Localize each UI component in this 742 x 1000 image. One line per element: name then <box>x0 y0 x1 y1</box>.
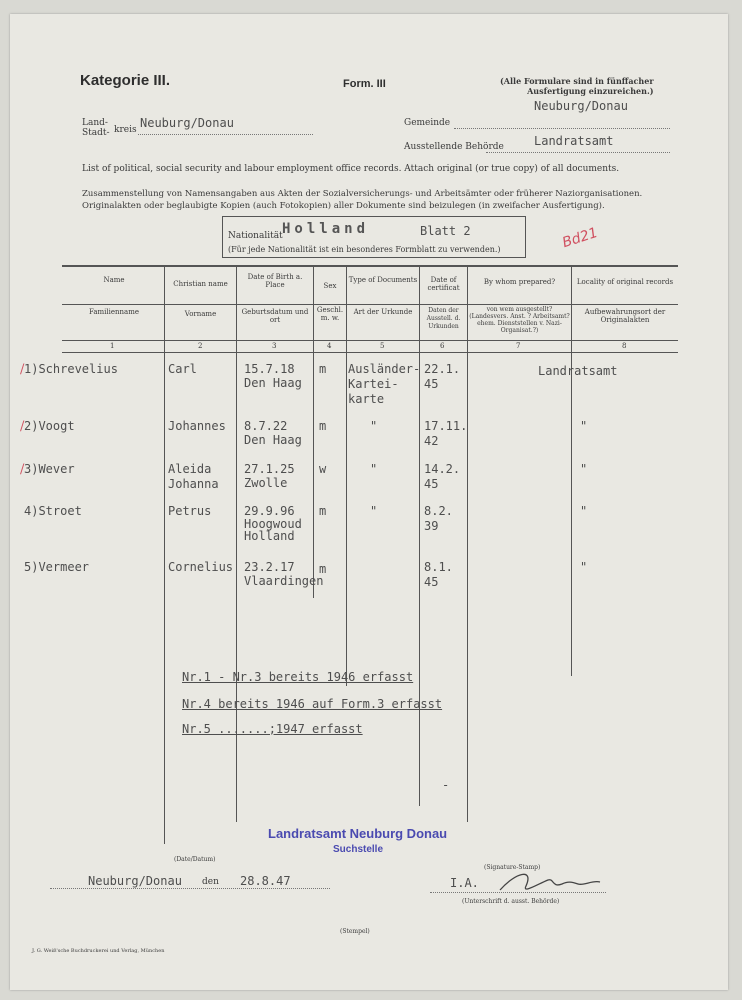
table-row-1-certdate: 22.1. 45 <box>424 362 461 391</box>
col-header-by-whom-de: von wem ausgestellt? (Landesvers. Anst. ? Arbeitsamt? ehem. Dienststellen v. Nazi-Organisat.?) <box>469 306 570 334</box>
table-row-4-birthplace: Hoogwoud Holland <box>244 517 302 543</box>
table-row-3-locality: " <box>580 462 588 476</box>
ia-label: I.A. <box>450 876 479 890</box>
col-header-christian-en: Christian name <box>173 280 228 288</box>
table-row-1-familyname: 1)Schrevelius <box>24 362 118 376</box>
behoerde-label: Ausstellende Behörde <box>404 142 504 152</box>
table-row-1-document: Ausländer- Kartei- karte <box>348 362 421 406</box>
table-row-4-document: " <box>370 504 378 518</box>
col-divider-4 <box>346 266 347 686</box>
note-2: Nr.4 bereits 1946 auf Form.3 erfasst <box>182 697 443 711</box>
col-header-locality-en: Locality of original records <box>576 278 674 286</box>
col-header-birth-en: Date of Birth a. Place <box>247 273 303 289</box>
table-sub-rule <box>62 340 678 341</box>
col-divider-5 <box>419 266 420 806</box>
nationality-note: (Für jede Nationalität ist ein besonderes Formblatt zu verwenden.) <box>228 245 501 254</box>
table-top-rule <box>62 265 678 267</box>
form-number: Form. III <box>343 78 386 90</box>
behoerde-line <box>486 152 670 153</box>
sheet-number: Blatt 2 <box>420 224 471 238</box>
table-row-3-firstname: Aleida Johanna <box>168 462 219 491</box>
landkreis-value: Neuburg/Donau <box>140 116 234 130</box>
note-1: Nr.1 - Nr.3 bereits 1946 erfasst <box>182 670 414 684</box>
table-row-2-document: " <box>370 419 378 433</box>
table-row-3-birthdate: 27.1.25 <box>244 462 295 476</box>
gemeinde-label: Gemeinde <box>404 118 451 128</box>
description-de: Zusammenstellung von Namensangaben aus Akten der Sozialversicherungs- und Arbeitsämter oder früherer Naziorganisationen. Originalakten oder beglaubigte Kopien (auch Fotokopien) aller Dokumente sind beizulegen (in zweifacher Ausfertigung). <box>82 189 643 211</box>
table-row-2-sex: m <box>319 419 327 433</box>
col-number-1: 1 <box>110 342 115 350</box>
col-divider-6 <box>467 266 468 822</box>
col-header-christian-de: Vorname <box>184 310 217 318</box>
table-row-1-sex: m <box>319 362 327 376</box>
table-row-1-birthplace: Den Haag <box>244 376 302 390</box>
col-number-6: 6 <box>440 342 445 350</box>
col-header-by-whom-en: By whom prepared? <box>483 278 556 286</box>
printer-imprint: J. G. Weiß'sche Buchdruckerei und Verlag, München <box>32 948 165 954</box>
kreis-label: kreis <box>114 125 137 135</box>
gemeinde-line <box>454 128 670 129</box>
table-row-4-certdate: 8.2. 39 <box>424 504 453 533</box>
col-number-2: 2 <box>198 342 203 350</box>
table-row-4-firstname: Petrus <box>168 504 212 518</box>
table-row-3-familyname: 3)Wever <box>24 462 75 476</box>
nationality-value: Holland <box>282 221 370 237</box>
table-row-2-birthdate: 8.7.22 <box>244 419 288 433</box>
signature-caption: (Signature-Stamp) <box>484 864 541 871</box>
table-row-4-familyname: 4)Stroet <box>24 504 82 518</box>
table-row-5-firstname: Cornelius <box>168 560 234 574</box>
table-row-3-certdate: 14.2. 45 <box>424 462 461 491</box>
col-header-date-de: Daten der Ausstell. d. Urkunden <box>426 307 461 330</box>
landkreis-label: Land- Stadt- <box>82 118 110 138</box>
check-mark-icon: / <box>20 419 25 434</box>
office-stamp: Landratsamt Neuburg Donau <box>268 826 448 841</box>
table-row-4-birthdate: 29.9.96 <box>244 504 295 518</box>
note-dash: - <box>442 778 450 792</box>
table-row-2-birthplace: Den Haag <box>244 433 302 447</box>
col-header-date-en: Date of certificat <box>427 276 460 292</box>
table-row-3-birthplace: Zwolle <box>244 476 288 490</box>
col-number-8: 8 <box>622 342 627 350</box>
table-row-5-birthplace: Vlaardingen <box>244 574 324 588</box>
date-line <box>50 888 330 889</box>
col-header-sex-de: Geschl. m. w. <box>316 306 344 322</box>
nationality-label: Nationalität <box>228 231 283 241</box>
col-header-name-de: Familienname <box>88 308 140 316</box>
stamp-caption: (Stempel) <box>340 928 370 935</box>
landkreis-line <box>138 134 313 135</box>
table-row-5-familyname: 5)Vermeer <box>24 560 90 574</box>
col-number-7: 7 <box>516 342 521 350</box>
table-row-4-sex: m <box>319 504 327 518</box>
col-divider-1 <box>164 266 165 844</box>
col-divider-7 <box>571 266 572 676</box>
table-row-2-locality: " <box>580 419 588 433</box>
den-label: den <box>202 877 219 887</box>
category-title: Kategorie III. <box>80 72 171 89</box>
copies-note: (Alle Formulare sind in fünffacher Ausfertigung einzureichen.) <box>500 76 654 96</box>
col-header-name-en: Name <box>103 276 125 284</box>
col-divider-2 <box>236 266 237 822</box>
signature-line <box>430 892 606 893</box>
table-row-5-locality: " <box>580 560 588 574</box>
col-header-locality-de: Aufbewahrungsort der Originalakten <box>584 308 666 324</box>
note-3: Nr.5 .......;1947 erfasst <box>182 722 363 736</box>
col-number-4: 4 <box>327 342 332 350</box>
office-stamp-sub: Suchstelle <box>333 844 384 855</box>
table-row-2-familyname: 2)Voogt <box>24 419 75 433</box>
table-row-5-certdate: 8.1. 45 <box>424 560 453 589</box>
behoerde-value: Landratsamt <box>534 134 614 148</box>
table-row-5-sex: m <box>319 562 327 576</box>
col-header-type-de: Art der Urkunde <box>353 308 413 316</box>
check-mark-icon: / <box>20 362 25 377</box>
table-row-5-birthdate: 23.2.17 <box>244 560 295 574</box>
form-sheet <box>10 14 728 990</box>
signature-sub-caption: (Unterschrift d. ausst. Behörde) <box>462 898 560 905</box>
col-header-birth-de: Geburtsdatum und ort <box>241 308 309 324</box>
gemeinde-value: Neuburg/Donau <box>534 99 628 113</box>
handwritten-mark: Bd21 <box>560 224 600 252</box>
table-mid-rule <box>62 304 678 305</box>
col-number-5: 5 <box>380 342 385 350</box>
place-value: Neuburg/Donau <box>88 874 182 888</box>
table-row-2-certdate: 17.11. 42 <box>424 419 468 448</box>
col-header-sex-en: Sex <box>323 282 337 290</box>
date-caption: (Date/Datum) <box>174 856 216 863</box>
col-number-3: 3 <box>272 342 277 350</box>
date-value: 28.8.47 <box>240 874 291 888</box>
table-row-3-sex: w <box>319 462 327 476</box>
table-row-2-firstname: Johannes <box>168 419 226 433</box>
description-en: List of political, social security and labour employment office records. Attach original (or true copy) of all documents. <box>82 164 620 174</box>
col-header-type-en: Type of Documents <box>348 276 418 284</box>
check-mark-icon: / <box>20 462 25 477</box>
table-row-1-birthdate: 15.7.18 <box>244 362 295 376</box>
table-row-4-locality: " <box>580 504 588 518</box>
table-row-1-firstname: Carl <box>168 362 197 376</box>
table-row-1-prepared-by: Landratsamt <box>538 364 618 378</box>
table-num-rule <box>62 352 678 353</box>
table-row-3-document: " <box>370 462 378 476</box>
